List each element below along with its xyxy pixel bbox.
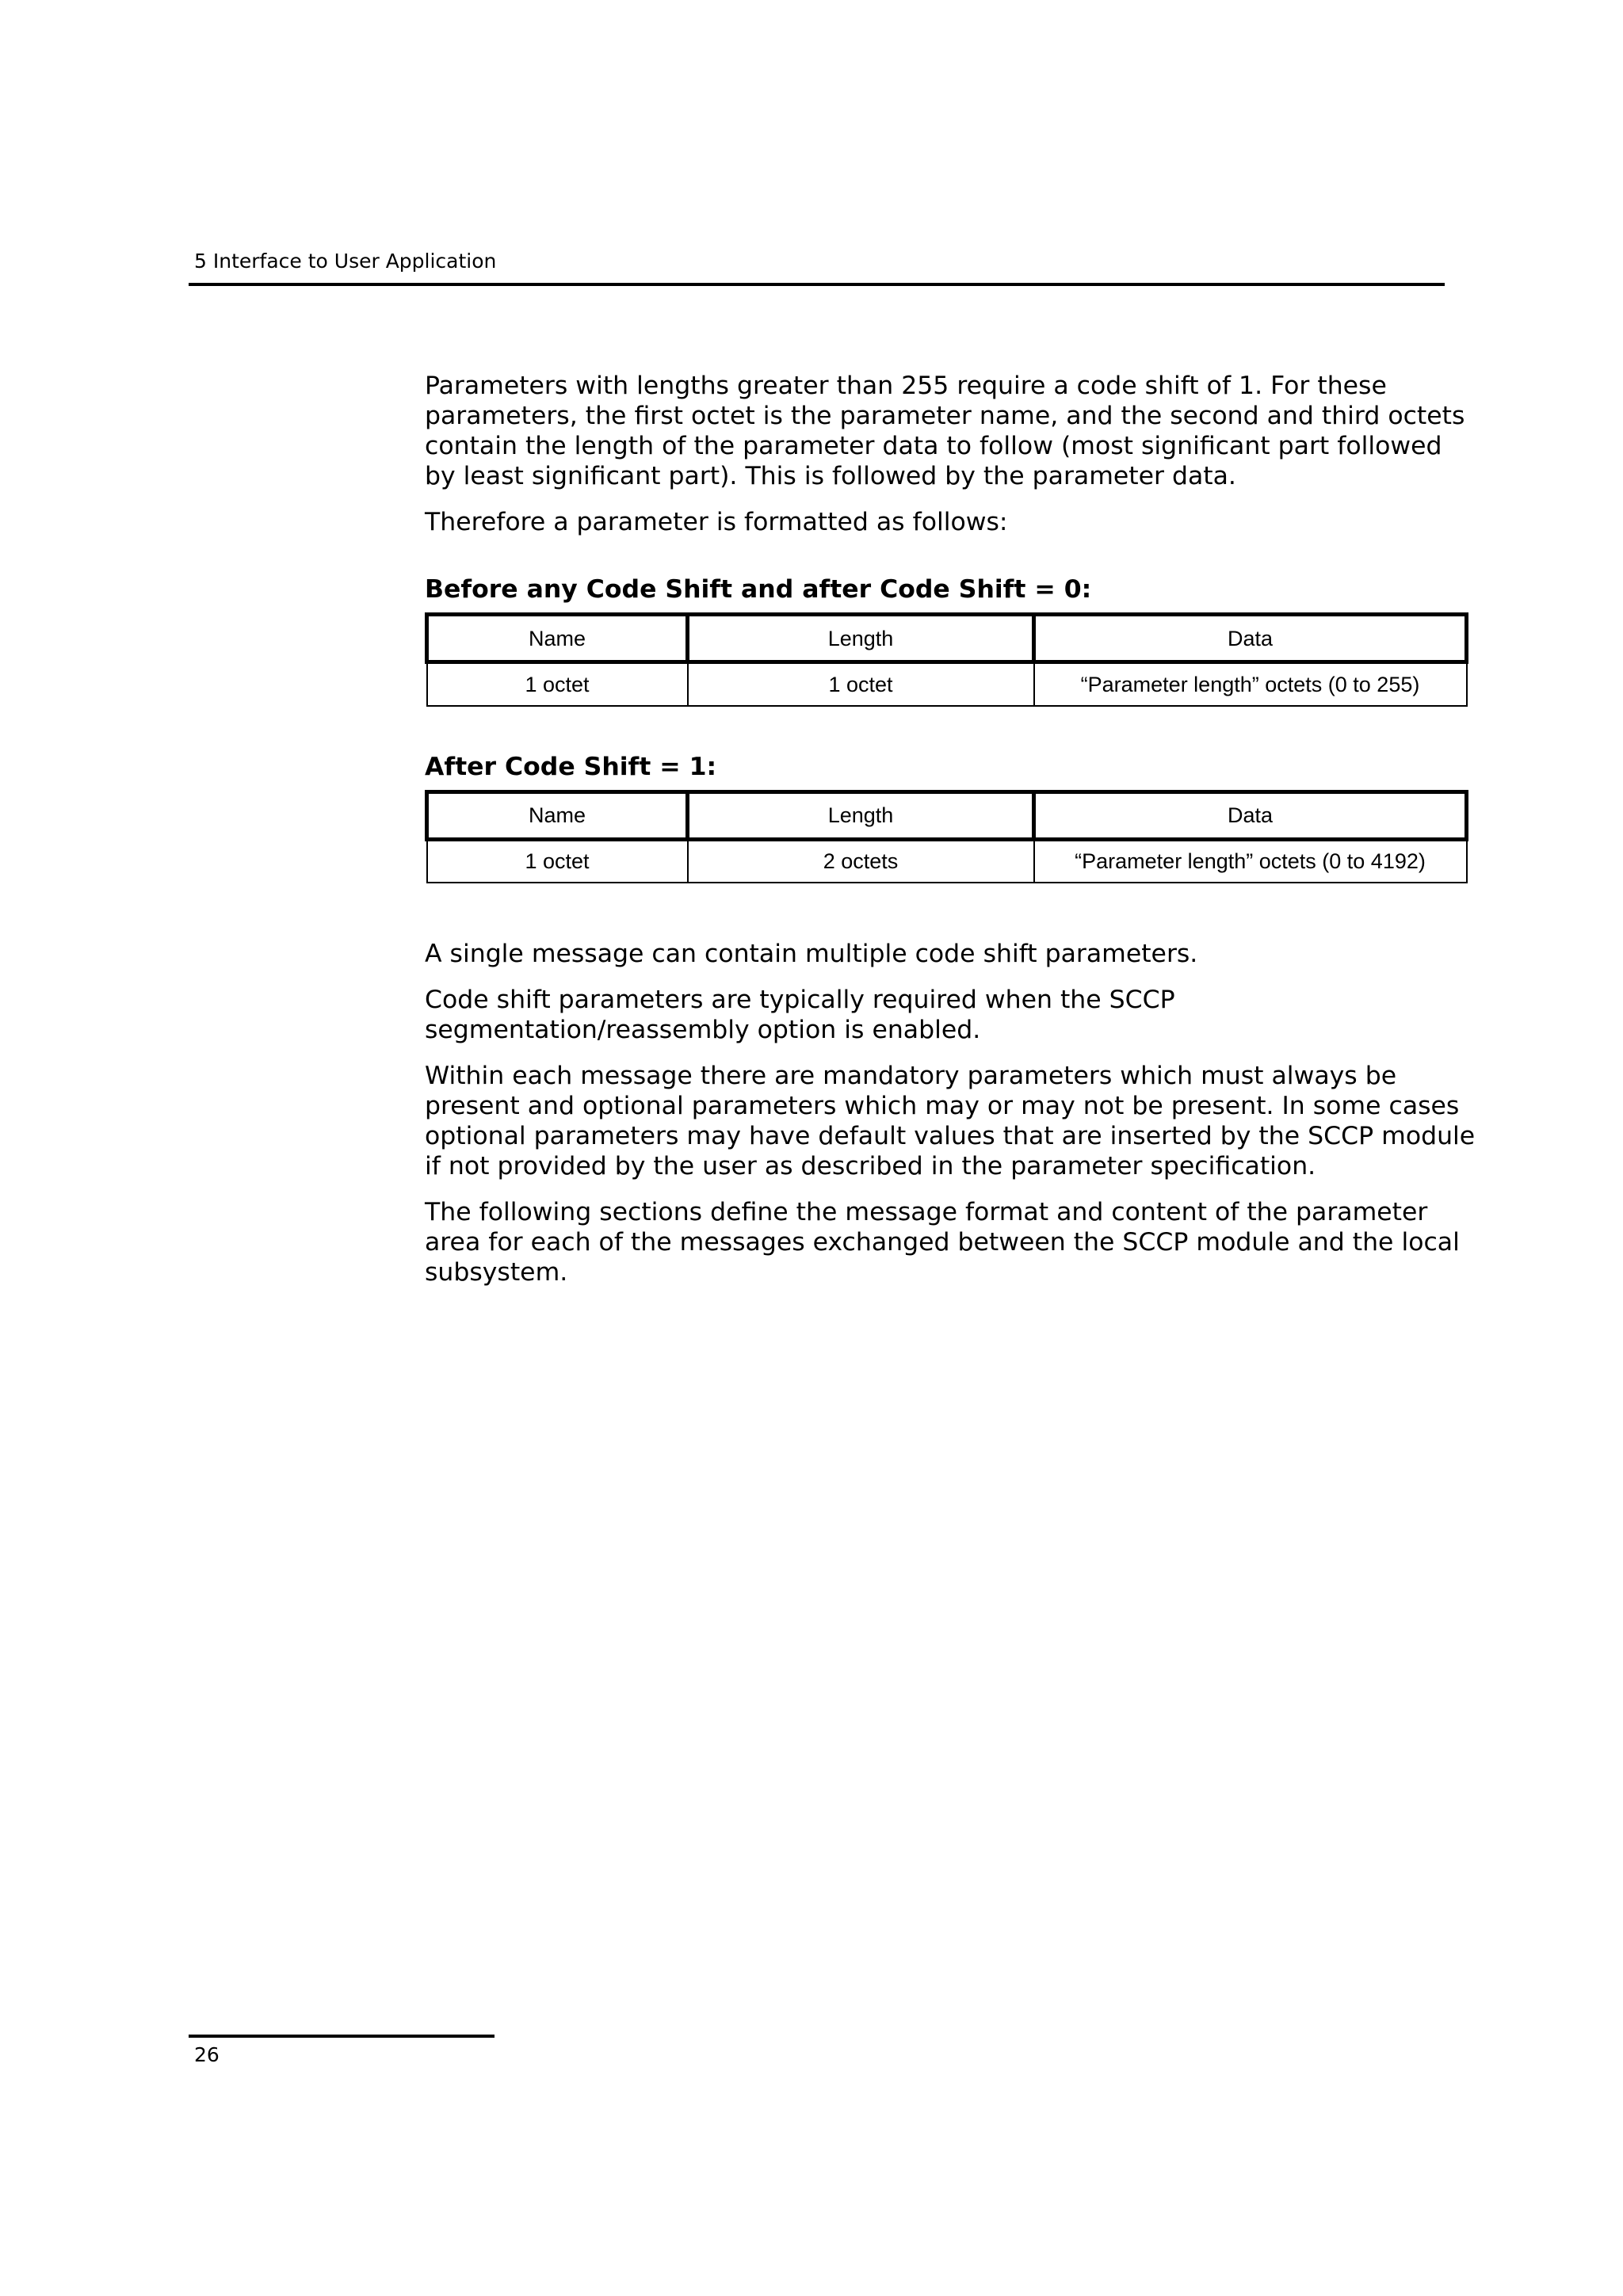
paragraph-following-sections: The following sections define the message format and content of the parameter area for each of the messages exchanged between the SCCP module and the local subsystem. [425,1198,1460,1287]
cell-length: 1 octet [688,662,1034,706]
body-content [425,371,1479,1303]
paragraph-multiple-code-shift: A single message can contain multiple code shift parameters. [425,940,1198,968]
column-header-length: Length [688,615,1034,662]
column-header-data: Data [1034,615,1467,662]
table-heading-code-shift-1: After Code Shift = 1: [425,752,717,781]
header-rule [189,283,1445,286]
table-heading-code-shift-0: Before any Code Shift and after Code Shift = 0: [425,575,1092,604]
table-header-row [427,615,1467,662]
cell-data: “Parameter length” octets (0 to 255) [1034,662,1467,706]
table-row [427,839,1467,883]
cell-data: “Parameter length” octets (0 to 4192) [1034,839,1467,883]
paragraph-mandatory-optional: Within each message there are mandatory parameters which must always be present and optional parameters which may or may not be present. In some cases optional parameters may have default values that are inserted by the SCCP module if not provided by the user as described in the parameter specification. [425,1062,1476,1180]
table-header-row [427,791,1467,839]
cell-name: 1 octet [427,662,688,706]
cell-name: 1 octet [427,839,688,883]
table-row [427,662,1467,706]
paragraph-code-shift-intro: Parameters with lengths greater than 255 require a code shift of 1. For these parameters, the first octet is the parameter name, and the second and third octets contain the length of the parameter data to follow (most significant part followed by least significant part). This is followed by the parameter data. [425,372,1465,490]
closing-paragraphs [425,939,1479,1287]
running-header: 5 Interface to User Application [194,250,497,273]
cell-length: 2 octets [688,839,1034,883]
column-header-data: Data [1034,791,1467,839]
column-header-length: Length [688,791,1034,839]
column-header-name: Name [427,615,688,662]
column-header-name: Name [427,791,688,839]
paragraph-format-intro: Therefore a parameter is formatted as follows: [425,508,1008,536]
footer-rule [189,2035,495,2038]
page-number: 26 [194,2043,220,2066]
paragraph-segmentation: Code shift parameters are typically required when the SCCP segmentation/reassembly option is enabled. [425,986,1175,1044]
parameter-format-table-code-shift-0 [425,612,1468,707]
parameter-format-table-code-shift-1 [425,790,1468,884]
